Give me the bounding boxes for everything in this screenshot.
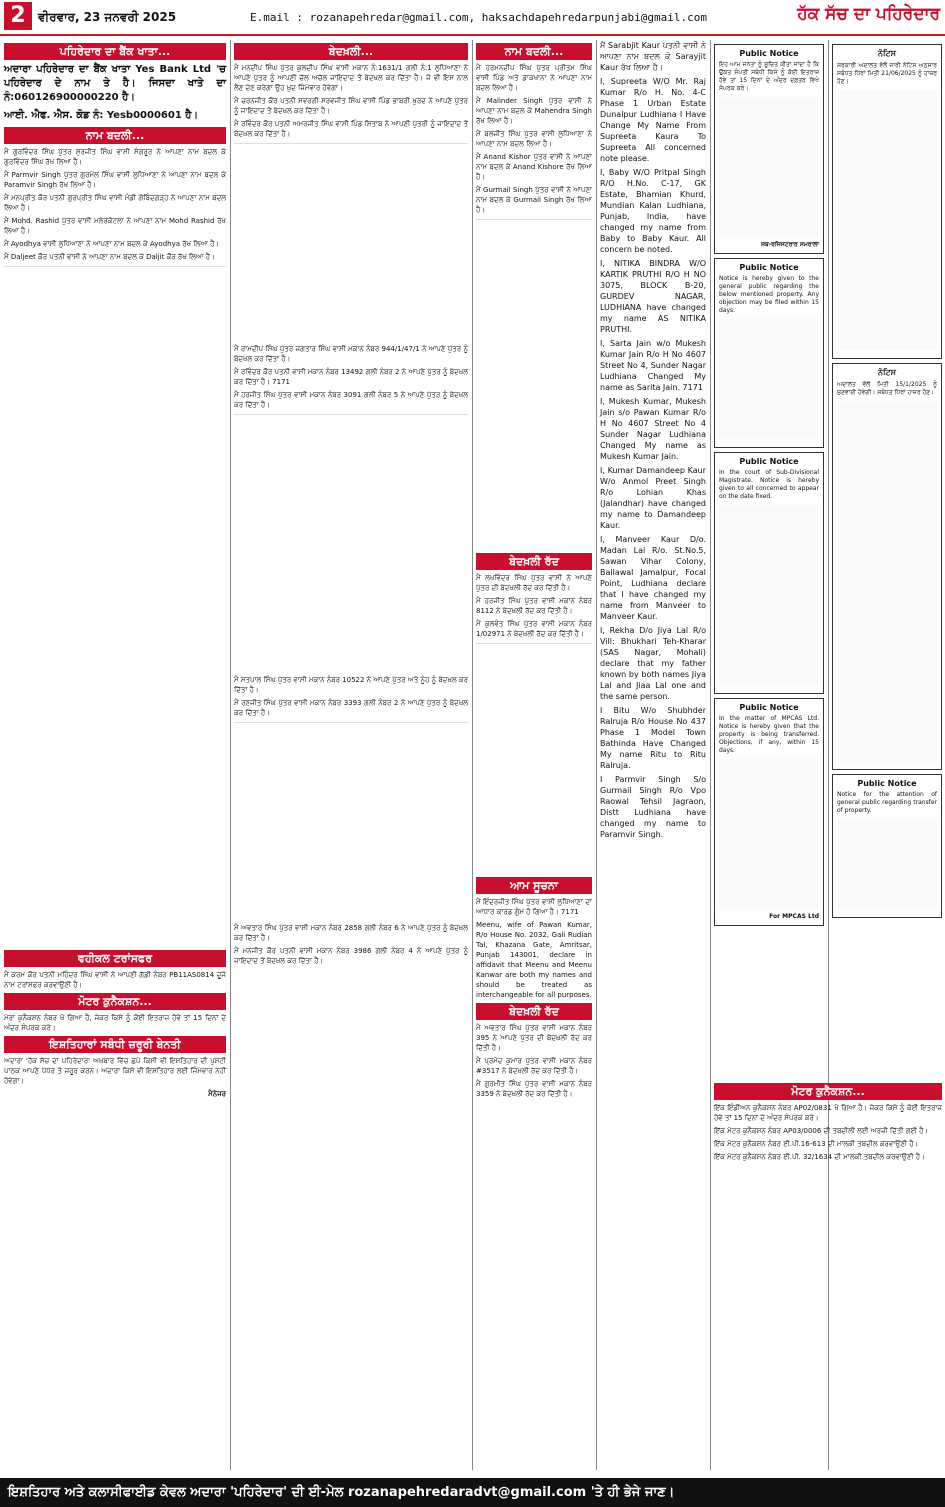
list-item: I, Baby W/O Pritpal Singh R/O H.No. C-17, GK Estate, Bhamian Khurd, Mundian Kalan Ludhiana, Punjab, India, have changed my name from Baby to Baby Kaur. All concern be noted. <box>600 168 706 254</box>
list-item: ਮੈਂ Daljeet ਕੌਰ ਪਤਨੀ ਵਾਸੀ ਨੇ ਆਪਣਾ ਨਾਮ ਬਦਲ ਕੇ Daljit ਕੌਰ ਰੱਖ ਲਿਆ ਹੈ। <box>4 253 215 261</box>
list-item: ਮੈਂ ਸਤਪਾਲ ਸਿੰਘ ਪੁੱਤਰ ਵਾਸੀ ਮਕਾਨ ਨੰਬਰ 10522 ਨੇ ਆਪਣੇ ਪੁੱਤਰ ਅਤੇ ਨੂੰਹ ਨੂੰ ਬੇਦਖ਼ਲ ਕਰ ਦਿੱਤਾ ਹੈ। <box>234 676 468 694</box>
name-change-header: ਨਾਮ ਬਦਲੀ... <box>4 127 226 144</box>
public-notice <box>714 44 824 254</box>
text-filler <box>234 722 468 923</box>
public-notice <box>714 698 824 926</box>
notice-title: Public Notice <box>857 779 917 788</box>
ifsc-text: ਆਈ. ਐਫ. ਐਸ. ਕੋਡ ਨੰ: Yesb0000601 ਹੈ। <box>4 110 199 121</box>
list-item: ਮੇਰਾ ਕੁਨੈਕਸ਼ਨ ਨੰਬਰ ਖੋ ਗਿਆ ਹੈ, ਜੇਕਰ ਕਿਸੇ ਨੂੰ ਕੋਈ ਇਤਰਾਜ਼ ਹੋਵੇ ਤਾਂ 15 ਦਿਨਾਂ ਦੇ ਅੰਦਰ ਸੰਪਰਕ ਕਰੇ। <box>4 1014 226 1032</box>
list-item: I, Mukesh Kumar, Mukesh Jain s/o Pawan Kumar R/o H No 4607 Street No 4 Sunder Nagar Ludhiana Changed My name as Mukesh Kumar Jain. <box>600 397 706 461</box>
footer-bar <box>0 1478 945 1507</box>
notice-body <box>719 319 819 439</box>
list-item: ਮੈਂ ਹਰਮਨਦੀਪ ਸਿੰਘ ਪੁੱਤਰ ਪ੍ਰੀਤਮ ਸਿੰਘ ਵਾਸੀ ਪਿੰਡ ਅਤੇ ਡਾਕਖਾਨਾ ਨੇ ਆਪਣਾ ਨਾਮ ਬਦਲ ਲਿਆ ਹੈ। <box>476 64 592 92</box>
list-item: I Parmvir Singh S/o Gurmail Singh R/o Vpo Raowal Tehsil Jagraon, Distt Ludhiana have changed my name to Paramvir Singh. <box>600 775 706 839</box>
motor-connection-header: ਮੋਟਰ ਕੁਨੈਕਸ਼ਨ... <box>714 1083 942 1100</box>
list-item: ਇੱਕ ਮੋਟਰ ਕੁਨੈਕਸ਼ਨ ਨੰਬਰ ਈ.ਪੀ.16-613 ਦੀ ਮਾਲਕੀ ਤਬਦੀਲ ਕਰਵਾਉਣੀ ਹੈ। <box>714 1140 919 1148</box>
list-item: ਮੈਂ ਗੁਰਮੀਤ ਸਿੰਘ ਪੁੱਤਰ ਵਾਸੀ ਮਕਾਨ ਨੰਬਰ 3359 ਨੇ ਬੇਦਖ਼ਲੀ ਰੱਦ ਕਰ ਦਿੱਤੀ ਹੈ। <box>476 1080 592 1098</box>
list-item: ਮੈਂ Malinder Singh ਪੁੱਤਰ ਵਾਸੀ ਨੇ ਆਪਣਾ ਨਾਮ ਬਦਲ ਕੇ Mahendra Singh ਰੱਖ ਲਿਆ ਹੈ। <box>476 97 592 125</box>
notice-title: ਨੋਟਿਸ <box>877 49 897 58</box>
ad-notice-text: ਅਦਾਰਾ 'ਹੱਕ ਸੱਚ ਦਾ ਪਹਿਰੇਦਾਰ' ਅਖ਼ਬਾਰ ਵਿੱਚ ਛਪੇ ਕਿਸੀ ਵੀ ਇਸ਼ਤਿਹਾਰ ਦੀ ਪੁਸ਼ਟੀ ਪਾਠਕ ਆਪਣੇ ਪੱਧਰ ਤੇ ਜ਼ਰੂਰ ਕਰਨ। ਅਦਾਰਾ ਕਿਸੇ ਵੀ ਇਸ਼ਤਿਹਾਰ ਲਈ ਜ਼ਿੰਮੇਵਾਰ ਨਹੀਂ ਹੋਵੇਗਾ। <box>4 1057 226 1085</box>
list-item: ਮੈਂ Sarabjit Kaur ਪਤਨੀ ਵਾਸੀ ਨੇ ਆਪਣਾ ਨਾਮ ਬਦਲ ਕੇ Sarayjit Kaur ਰੱਖ ਲਿਆ ਹੈ। <box>600 41 706 72</box>
list-item: ਮੈਂ ਮਨਦੀਪ ਸਿੰਘ ਪੁੱਤਰ ਕੁਲਦੀਪ ਸਿੰਘ ਵਾਸੀ ਮਕਾਨ ਨੰ:1631/1 ਗਲੀ ਨੰ:1 ਲੁਧਿਆਣਾ ਨੇ ਆਪਣੇ ਪੁੱਤਰ ਨੂੰ ਆਪਣੀ ਚੱਲ ਅਚੱਲ ਜਾਇਦਾਦ ਤੋਂ ਬੇਦਖ਼ਲ ਕਰ ਦਿੱਤਾ ਹੈ। ਜੋ ਵੀ ਇਸ ਨਾਲ ਲੈਣ ਦੇਣ ਕਰੇਗਾ ਉਹ ਖ਼ੁਦ ਜ਼ਿੰਮੇਵਾਰ ਹੋਵੇਗਾ। <box>234 64 468 92</box>
list-item: ਮੈਂ Parmvir Singh ਪੁੱਤਰ ਗੁਰਮੇਲ ਸਿੰਘ ਵਾਸੀ ਲੁਧਿਆਣਾ ਨੇ ਆਪਣਾ ਨਾਮ ਬਦਲ ਕੇ Paramvir Singh ਰੱਖ ਲਿਆ ਹੈ। <box>4 171 226 189</box>
notice-text: Notice for the attention of general public regarding transfer of property. <box>837 791 937 814</box>
list-item: ਮੈਂ ਮਨਪ੍ਰੀਤ ਕੌਰ ਪਤਨੀ ਗੁਰਪ੍ਰੀਤ ਸਿੰਘ ਵਾਸੀ ਮੰਡੀ ਗੋਬਿੰਦਗੜ੍ਹ ਨੇ ਆਪਣਾ ਨਾਮ ਬਦਲ ਲਿਆ ਹੈ। <box>4 194 226 212</box>
footer-email[interactable]: rozanapehredaradvt@gmail.com <box>347 1485 587 1500</box>
notice-title: Public Notice <box>739 703 799 712</box>
disinheritance-cancel-header: ਬੇਦਖ਼ਲੀ ਰੱਦ <box>476 1003 592 1020</box>
notice-title: Public Notice <box>739 49 799 58</box>
court-notice <box>832 44 942 359</box>
general-notice-header: ਆਮ ਸੂਚਨਾ <box>476 877 592 894</box>
notice-body <box>837 90 937 350</box>
masthead: ਹੱਕ ਸੱਚ ਦਾ ਪਹਿਰੇਦਾਰ <box>797 4 940 24</box>
bank-account-text: ਅਦਾਰਾ ਪਹਿਰੇਦਾਰ ਦਾ ਬੈਂਕ ਖਾਤਾ Yes Bank Ltd 'ਚ ਪਹਿਰੇਦਾਰ ਦੇ ਨਾਮ ਤੇ ਹੈ। ਜਿਸਦਾ ਖਾਤੇ ਦਾ ਨੰ:060126900000220 ਹੈ। <box>4 64 226 103</box>
notice-title: ਨੋਟਿਸ <box>877 368 897 377</box>
list-item: ਮੈਂ ਕਰਮ ਕੌਰ ਪਤਨੀ ਮਹਿੰਦਰ ਸਿੰਘ ਵਾਸੀ ਨੇ ਆਪਣੀ ਗੱਡੀ ਨੰਬਰ PB11AS0814 ਦੂਜੇ ਨਾਮ ਟਰਾਂਸਫਰ ਕਰਵਾਉਣੀ ਹੈ। <box>4 971 226 989</box>
notice-body <box>719 505 819 685</box>
page-number: 2 <box>4 2 32 30</box>
public-notice <box>714 452 824 694</box>
ad-notice-sign: ਮੈਨੇਜਰ <box>208 1090 226 1098</box>
notice-text: In the court of Sub-Divisional Magistrate. Notice is hereby given to all concerned to appear on the date fixed. <box>719 469 819 500</box>
list-item: ਮੈਂ ਗੁਰਵਿੰਦਰ ਸਿੰਘ ਪੁੱਤਰ ਸੁਰਜੀਤ ਸਿੰਘ ਵਾਸੀ ਸੰਗਰੂਰ ਨੇ ਆਪਣਾ ਨਾਮ ਬਦਲ ਕੇ ਗੁਰਵਿੰਦਰ ਸਿੰਘ ਰੱਖ ਲਿਆ ਹੈ। <box>4 148 226 166</box>
ad-notice-header: ਇਸ਼ਤਿਹਾਰਾਂ ਸਬੰਧੀ ਜ਼ਰੂਰੀ ਬੇਨਤੀ <box>4 1036 226 1053</box>
column-rule <box>230 40 231 1470</box>
list-item: ਮੈਂ ਹਰਜੀਤ ਸਿੰਘ ਪੁੱਤਰ ਵਾਸੀ ਮਕਾਨ ਨੰਬਰ 8112 ਨੇ ਬੇਦਖ਼ਲੀ ਰੱਦ ਕਰ ਦਿੱਤੀ ਹੈ। <box>476 597 592 615</box>
list-item: ਮੈਂ ਮਨਜੀਤ ਕੌਰ ਪਤਨੀ ਵਾਸੀ ਮਕਾਨ ਨੰਬਰ 3986 ਗਲੀ ਨੰਬਰ 4 ਨੇ ਆਪਣੇ ਪੁੱਤਰ ਨੂੰ ਜਾਇਦਾਦ ਤੋਂ ਬੇਦਖ਼ਲ ਕਰ ਦਿੱਤਾ ਹੈ। <box>234 947 468 965</box>
list-item: ਮੈਂ ਰਾਮਦੀਪ ਸਿੰਘ ਪੁੱਤਰ ਜਗਤਾਰ ਸਿੰਘ ਵਾਸੀ ਮਕਾਨ ਨੰਬਰ 944/1/47/1 ਨੇ ਆਪਣੇ ਪੁੱਤਰ ਨੂੰ ਬੇਦਖ਼ਲ ਕਰ ਦਿੱਤਾ ਹੈ। <box>234 345 468 363</box>
list-item: ਮੈਂ ਹਰਜੀਤ ਸਿੰਘ ਪੁੱਤਰ ਵਾਸੀ ਮਕਾਨ ਨੰਬਰ 3091 ਗਲੀ ਨੰਬਰ 5 ਨੇ ਆਪਣੇ ਪੁੱਤਰ ਨੂੰ ਬੇਦਖ਼ਲ ਕਰ ਦਿੱਤਾ ਹੈ। <box>234 391 468 409</box>
list-item: ਮੈਂ ਅਵਤਾਰ ਸਿੰਘ ਪੁੱਤਰ ਵਾਸੀ ਮਕਾਨ ਨੰਬਰ 2858 ਗਲੀ ਨੰਬਰ 6 ਨੇ ਆਪਣੇ ਪੁੱਤਰ ਨੂੰ ਬੇਦਖ਼ਲ ਕਰ ਦਿੱਤਾ ਹੈ। <box>234 924 468 942</box>
text-filler <box>476 643 592 874</box>
name-change-header: ਨਾਮ ਬਦਲੀ... <box>476 43 592 60</box>
list-item: I Bitu W/o Shubhder Ralruja R/o House No 437 Phase 1 Model Town Bathinda Have Changed My name Ritu to Ritu Ralruja. <box>600 706 706 770</box>
footer-text: ਇਸ਼ਤਿਹਾਰ ਅਤੇ ਕਲਾਸੀਫਾਈਡ ਕੇਵਲ ਅਦਾਰਾ 'ਪਹਿਰੇਦਾਰ' ਦੀ ਈ-ਮੇਲ <box>8 1485 344 1500</box>
column-1 <box>4 40 226 1470</box>
notice-text: In the matter of MPCAS Ltd. Notice is hereby given that the property is being transferred. Objections, if any, within 15 days. <box>719 715 819 754</box>
motor-connection-header: ਮੋਟਰ ਕੁਨੈਕਸ਼ਨ... <box>4 993 226 1010</box>
list-item: ਮੈਂ ਰਵਿੰਦਰ ਕੌਰ ਪਤਨੀ ਵਾਸੀ ਮਕਾਨ ਨੰਬਰ 13492 ਗਲੀ ਨੰਬਰ 2 ਨੇ ਆਪਣੇ ਪੁੱਤਰ ਨੂੰ ਬੇਦਖ਼ਲ ਕਰ ਦਿੱਤਾ ਹੈ। 7171 <box>234 368 468 386</box>
column-rule <box>472 40 473 1470</box>
list-item: I, Sarta Jain w/o Mukesh Kumar Jain R/o H No 4607 Street No 4, Sunder Nagar Ludhiana Changed My name as Sarita Jain. 7171 <box>600 339 706 392</box>
list-item: ਮੈਂ Anand Kishor ਪੁੱਤਰ ਵਾਸੀ ਨੇ ਆਪਣਾ ਨਾਮ ਬਦਲ ਕੇ Anand Kishore ਰੱਖ ਲਿਆ ਹੈ। <box>476 153 592 181</box>
list-item: I, Manveer Kaur D/o. Madan Lal R/o. St.No.5, Sawan Vihar Colony, Ballawal Jamalpur, Focal Point, Ludhiana declare that I have changed my name from Manveer to Manveer Kaur. <box>600 535 706 621</box>
disinheritance-header: ਬੇਦਖ਼ਲੀ... <box>234 43 468 60</box>
list-item: I, Supreeta W/O Mr. Raj Kumar R/o H. No. 4-C Phase 1 Urban Estate Dunalpur Ludhiana I Have Change My Name From Supreeta Kaura To Supreeta All concerned note please. <box>600 77 706 163</box>
public-notice <box>714 258 824 448</box>
list-item: I, NITIKA BINDRA W/O KARTIK PRUTHI R/O H NO 3075, BLOCK B-20, GURDEV NAGAR, LUDHIANA have changed my name AS NITIKA PRUTHI. <box>600 259 706 334</box>
list-item: ਮੈਂ Gurmail Singh ਪੁੱਤਰ ਵਾਸੀ ਨੇ ਆਪਣਾ ਨਾਮ ਬਦਲ ਕੇ Gurmail Singh ਰੱਖ ਲਿਆ ਹੈ। <box>476 186 592 214</box>
column-rule <box>710 40 711 1470</box>
list-item: ਮੈਂ ਪ੍ਰਮੋਦ ਕੁਮਾਰ ਪੁੱਤਰ ਵਾਸੀ ਮਕਾਨ ਨੰਬਰ #3517 ਨੇ ਬੇਦਖ਼ਲੀ ਰੱਦ ਕਰ ਦਿੱਤੀ ਹੈ। <box>476 1057 592 1075</box>
notice-body <box>719 759 819 909</box>
list-item: ਮੈਂ ਅਵਤਾਰ ਸਿੰਘ ਪੁੱਤਰ ਵਾਸੀ ਮਕਾਨ ਨੰਬਰ 395 ਨੇ ਆਪਣੇ ਪੁੱਤਰ ਦੀ ਬੇਦਖ਼ਲੀ ਰੱਦ ਕਰ ਦਿੱਤੀ ਹੈ। <box>476 1024 592 1052</box>
column-rule <box>596 40 597 1470</box>
list-item: ਮੈਂ ਬਲਜੀਤ ਸਿੰਘ ਪੁੱਤਰ ਵਾਸੀ ਲੁਧਿਆਣਾ ਨੇ ਆਪਣਾ ਨਾਮ ਬਦਲ ਲਿਆ ਹੈ। <box>476 130 592 148</box>
list-item: I, Rekha D/o Jiya Lal R/o Vill: Bhukhari Teh-Kharar (SAS Nagar, Mohali) declare that my father known by both names Jiya Lal and Jiaa Lal one and the same person. <box>600 626 706 701</box>
list-item: ਮੈਂ ਚਰਨਜੀਤ ਕੌਰ ਪਤਨੀ ਸਵਰਗੀ ਸਰਵਜੀਤ ਸਿੰਘ ਵਾਸੀ ਪਿੰਡ ਭਾਬਰੀ ਖੁਰਦ ਨੇ ਆਪਣੇ ਪੁੱਤਰ ਨੂੰ ਜਾਇਦਾਦ ਤੋਂ ਬੇਦਖ਼ਲ ਕਰ ਦਿੱਤਾ ਹੈ। <box>234 97 468 115</box>
issue-date: ਵੀਰਵਾਰ, 23 ਜਨਵਰੀ 2025 <box>38 10 177 24</box>
column-6 <box>832 40 942 1070</box>
notice-text: Notice is hereby given to the general public regarding the below mentioned property. Any objection may be filed within 15 days. <box>719 275 819 314</box>
notice-sign: For MPCAS Ltd <box>769 913 819 920</box>
list-item: ਇੱਕ ਮੋਟਰ ਕੁਨੈਕਸ਼ਨ ਨੰਬਰ ਈ.ਪੀ. 32/1634 ਦੀ ਮਾਲਕੀ ਤਬਦੀਲ ਕਰਵਾਉਣੀ ਹੈ। <box>714 1153 925 1161</box>
list-item: ਇੱਕ ਇੰਡੀਅਨ ਕੁਨੈਕਸ਼ਨ ਨੰਬਰ AP02/0831 ਖੋ ਗਿਆ ਹੈ। ਜੇਕਰ ਕਿਸੇ ਨੂੰ ਕੋਈ ਇਤਰਾਜ਼ ਹੋਵੇ ਤਾਂ 15 ਦਿਨਾਂ ਦੇ ਅੰਦਰ ਸੰਪਰਕ ਕਰੇ। <box>714 1104 942 1122</box>
public-notice <box>832 774 942 918</box>
list-item: ਮੈਂ Mohd. Rashid ਪੁੱਤਰ ਵਾਸੀ ਮਲੇਰਕੋਟਲਾ ਨੇ ਆਪਣਾ ਨਾਮ Mohd Rashid ਰੱਖ ਲਿਆ ਹੈ। <box>4 217 226 235</box>
list-item: ਮੈਂ ਰਣਜੀਤ ਸਿੰਘ ਪੁੱਤਰ ਵਾਸੀ ਮਕਾਨ ਨੰਬਰ 3393 ਗਲੀ ਨੰਬਰ 2 ਨੇ ਆਪਣੇ ਪੁੱਤਰ ਨੂੰ ਬੇਦਖ਼ਲ ਕਰ ਦਿੱਤਾ ਹੈ। <box>234 699 468 717</box>
notice-text: ਸਰਕਾਰੀ ਅਦਾਲਤ ਵੱਲੋਂ ਜਾਰੀ ਨੋਟਿਸ ਅਨੁਸਾਰ ਸਬੰਧਤ ਧਿਰਾਂ ਮਿਤੀ 21/06/2025 ਨੂੰ ਹਾਜ਼ਰ ਹੋਣ। <box>837 62 937 85</box>
text-filler <box>234 414 468 675</box>
column-4 <box>600 40 706 839</box>
list-item: ਇੱਕ ਮੋਟਰ ਕੁਨੈਕਸ਼ਨ ਨੰਬਰ AP03/0006 ਦੀ ਤਬਦੀਲੀ ਲਈ ਅਰਜ਼ੀ ਦਿੱਤੀ ਗਈ ਹੈ। <box>714 1127 929 1135</box>
list-item: ਮੈਂ Ayodhya ਵਾਸੀ ਲੁਧਿਆਣਾ ਨੇ ਆਪਣਾ ਨਾਮ ਬਦਲ ਕੇ Ayodhya ਰੱਖ ਲਿਆ ਹੈ। <box>4 240 220 248</box>
list-item: ਮੈਂ ਕੁਲਵੰਤ ਸਿੰਘ ਪੁੱਤਰ ਵਾਸੀ ਮਕਾਨ ਨੰਬਰ 1/02971 ਨੇ ਬੇਦਖ਼ਲੀ ਰੱਦ ਕਰ ਦਿੱਤੀ ਹੈ। <box>476 620 592 638</box>
notice-sign: ਸਬ-ਰਜਿਸਟਰਾਰ ਸਮਰਾਲਾ <box>760 241 819 248</box>
list-item: ਮੈਂ ਲਖਵਿੰਦਰ ਸਿੰਘ ਪੁੱਤਰ ਵਾਸੀ ਨੇ ਆਪਣੇ ਪੁੱਤਰ ਦੀ ਬੇਦਖ਼ਲੀ ਰੱਦ ਕਰ ਦਿੱਤੀ ਹੈ। <box>476 574 592 592</box>
column-2 <box>234 40 468 1470</box>
notice-text: ਅਦਾਲਤ ਵੱਲੋਂ ਮਿਤੀ 15/1/2025 ਨੂੰ ਸੁਣਵਾਈ ਹੋਵੇਗੀ। ਸਬੰਧਤ ਧਿਰਾਂ ਹਾਜ਼ਰ ਹੋਣ। <box>837 381 937 396</box>
list-item: Meenu, wife of Pawan Kumar, R/o House No. 2032, Gali Rudian Tal, Khazana Gate, Amritsar, Punjab 143001, declare in affidavit that Meenu and Meenu Kanwar are both my names and should be treated as interchangeable for all purposes. <box>476 921 592 999</box>
text-filler <box>4 266 226 947</box>
notice-text: ਇਹ ਆਮ ਜਨਤਾ ਨੂੰ ਸੂਚਿਤ ਕੀਤਾ ਜਾਂਦਾ ਹੈ ਕਿ ਉਕਤ ਸੰਪਤੀ ਸਬੰਧੀ ਕਿਸੇ ਨੂੰ ਕੋਈ ਇਤਰਾਜ਼ ਹੋਵੇ ਤਾਂ 15 ਦਿਨਾਂ ਦੇ ਅੰਦਰ ਦਫ਼ਤਰ ਵਿਖੇ ਸੰਪਰਕ ਕਰੇ। <box>719 61 819 92</box>
notice-body <box>837 819 937 909</box>
column-3 <box>476 40 592 1470</box>
court-notice <box>832 363 942 770</box>
notice-title: Public Notice <box>739 263 799 272</box>
bank-header: ਪਹਿਰੇਦਾਰ ਦਾ ਬੈਂਕ ਖਾਤਾ... <box>4 43 226 60</box>
list-item: I, Kumar Damandeep Kaur W/o Anmol Preet Singh R/o Lohian Khas (Jalandhar) have changed my name to Damandeep Kaur. <box>600 466 706 530</box>
contact-email: E.mail : rozanapehredar@gmail.com, haksachdapehredarpunjabi@gmail.com <box>250 11 707 24</box>
list-item: ਮੈਂ ਰਵਿੰਦਰ ਕੌਰ ਪਤਨੀ ਅਮਰਜੀਤ ਸਿੰਘ ਵਾਸੀ ਪਿੰਡ ਸ਼ਿਤਾਬ ਨੇ ਆਪਣੀ ਪੁੱਤਰੀ ਨੂੰ ਜਾਇਦਾਦ ਤੋਂ ਬੇਦਖ਼ਲ ਕਰ ਦਿੱਤਾ ਹੈ। <box>234 120 468 138</box>
notice-body <box>837 401 937 761</box>
list-item: ਮੈਂ ਇੰਦਰਜੀਤ ਸਿੰਘ ਪੁੱਤਰ ਵਾਸੀ ਲੁਧਿਆਣਾ ਦਾ ਆਧਾਰ ਕਾਰਡ ਗੁੰਮ ਹੋ ਗਿਆ ਹੈ। 7171 <box>476 898 592 916</box>
vehicle-transfer-header: ਵਹੀਕਲ ਟਰਾਂਸਫਰ <box>4 950 226 967</box>
column-5 <box>714 40 824 1070</box>
footer-suffix: 'ਤੇ ਹੀ ਭੇਜੇ ਜਾਣ। <box>590 1485 675 1500</box>
top-bar <box>0 0 945 36</box>
disinheritance-cancel-header: ਬੇਦਖ਼ਲੀ ਰੱਦ <box>476 553 592 570</box>
motor-connection-section <box>714 1080 942 1470</box>
text-filler <box>234 143 468 344</box>
notice-body <box>719 97 819 237</box>
notice-title: Public Notice <box>739 457 799 466</box>
text-filler <box>476 219 592 550</box>
